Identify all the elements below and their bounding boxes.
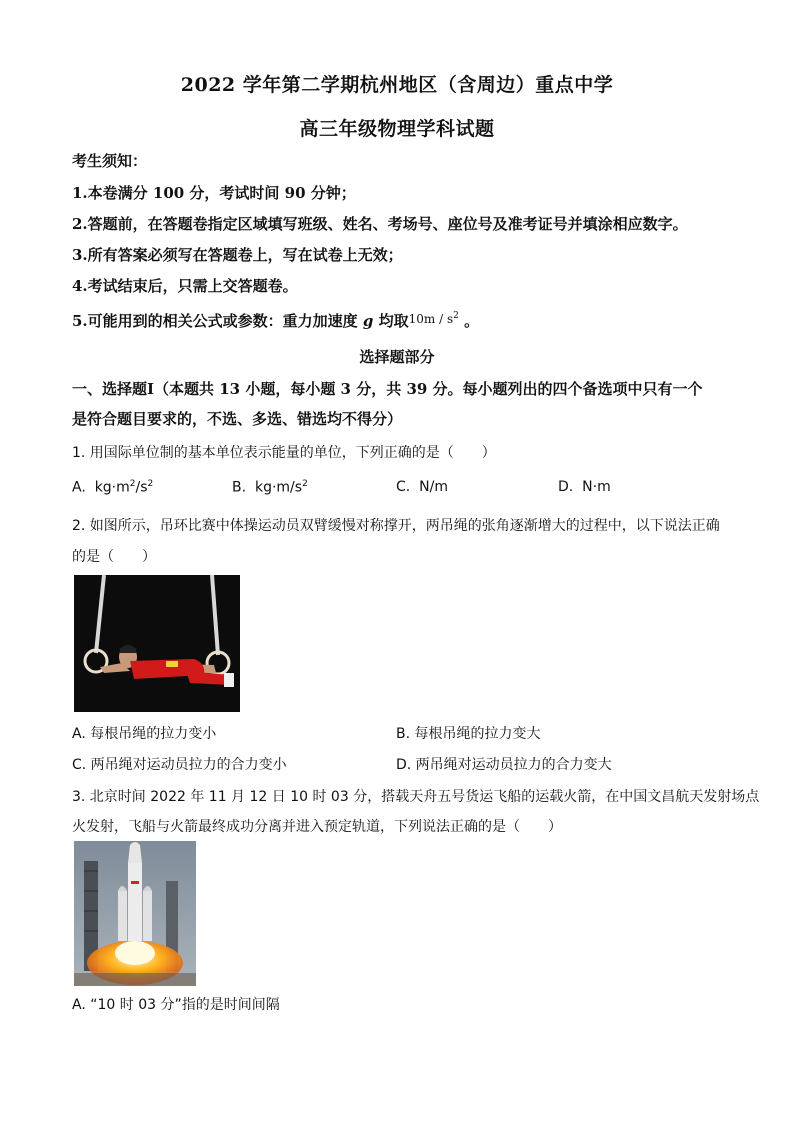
question-2-option-c: C. 两吊绳对运动员拉力的合力变小 — [72, 757, 287, 773]
gravity-symbol: g — [362, 312, 374, 330]
part1-instructions-line2: 是符合题目要求的，不选、多选、错选均不得分） — [72, 410, 403, 428]
part1-instructions-line1: 一、选择题Ⅰ（本题共 13 小题，每小题 3 分，共 39 分。每小题列出的四个备选项中只有一个 — [72, 380, 703, 398]
notice-item-5-prefix: 5.可能用到的相关公式或参数：重力加速度 — [72, 312, 358, 330]
notice-item-4: 4.考试结束后，只需上交答题卷。 — [72, 277, 298, 295]
notice-item-5-mid: 均取 — [378, 312, 409, 330]
question-2-option-d: D. 两吊绳对运动员拉力的合力变大 — [396, 757, 612, 773]
question-3-stem-line2: 火发射，飞船与火箭最终成功分离并进入预定轨道，下列说法正确的是（ ） — [72, 819, 562, 835]
notice-item-3: 3.所有答案必须写在答题卷上，写在试卷上无效； — [72, 246, 403, 264]
notice-heading: 考生须知： — [72, 152, 148, 170]
rocket-launch-photo — [74, 841, 196, 986]
notice-item-5 — [72, 310, 479, 331]
question-1-option-a: A. $kg\cdot m^2/s^2$ — [72, 479, 154, 496]
question-1-stem: 1. 用国际单位制的基本单位表示能量的单位，下列正确的是（ ） — [72, 445, 496, 461]
notice-item-5-end: 。 — [464, 312, 480, 330]
question-3-option-a: A. “10 时 03 分”指的是时间间隔 — [72, 997, 280, 1013]
rocket-launch-illustration — [74, 841, 196, 986]
exam-title-line2: 高三年级物理学科试题 — [299, 118, 495, 140]
gravity-unit: 10m / s2 — [408, 311, 459, 326]
section-title: 选择题部分 — [359, 348, 435, 366]
question-1-option-c: C. N/m — [396, 479, 448, 495]
question-3-stem-line1: 3. 北京时间 2022 年 11 月 12 日 10 时 03 分，搭载天舟五号货运飞船的运载火箭，在中国文昌航天发射场点 — [72, 789, 760, 805]
question-2-option-a: A. 每根吊绳的拉力变小 — [72, 726, 217, 742]
question-2-stem-line2: 的是（ ） — [72, 549, 156, 565]
question-2-stem-line1: 2. 如图所示，吊环比赛中体操运动员双臂缓慢对称撑开，两吊绳的张角逐渐增大的过程中，以下说法正确 — [72, 518, 720, 534]
notice-item-1: 1.本卷满分 100 分，考试时间 90 分钟； — [72, 184, 356, 202]
question-2-option-b: B. 每根吊绳的拉力变大 — [396, 726, 541, 742]
question-1-option-b: B. $kg\cdot m/s^2$ — [232, 479, 308, 496]
question-1-option-d: D. N·m — [558, 479, 611, 495]
notice-item-2: 2.答题前，在答题卷指定区域填写班级、姓名、考场号、座位号及准考证号并填涂相应数字。 — [72, 215, 688, 233]
gymnast-rings-photo — [74, 575, 240, 712]
gymnast-rings-illustration — [74, 575, 240, 712]
exam-title-line1: 2022 学年第二学期杭州地区（含周边）重点中学 — [180, 74, 614, 96]
